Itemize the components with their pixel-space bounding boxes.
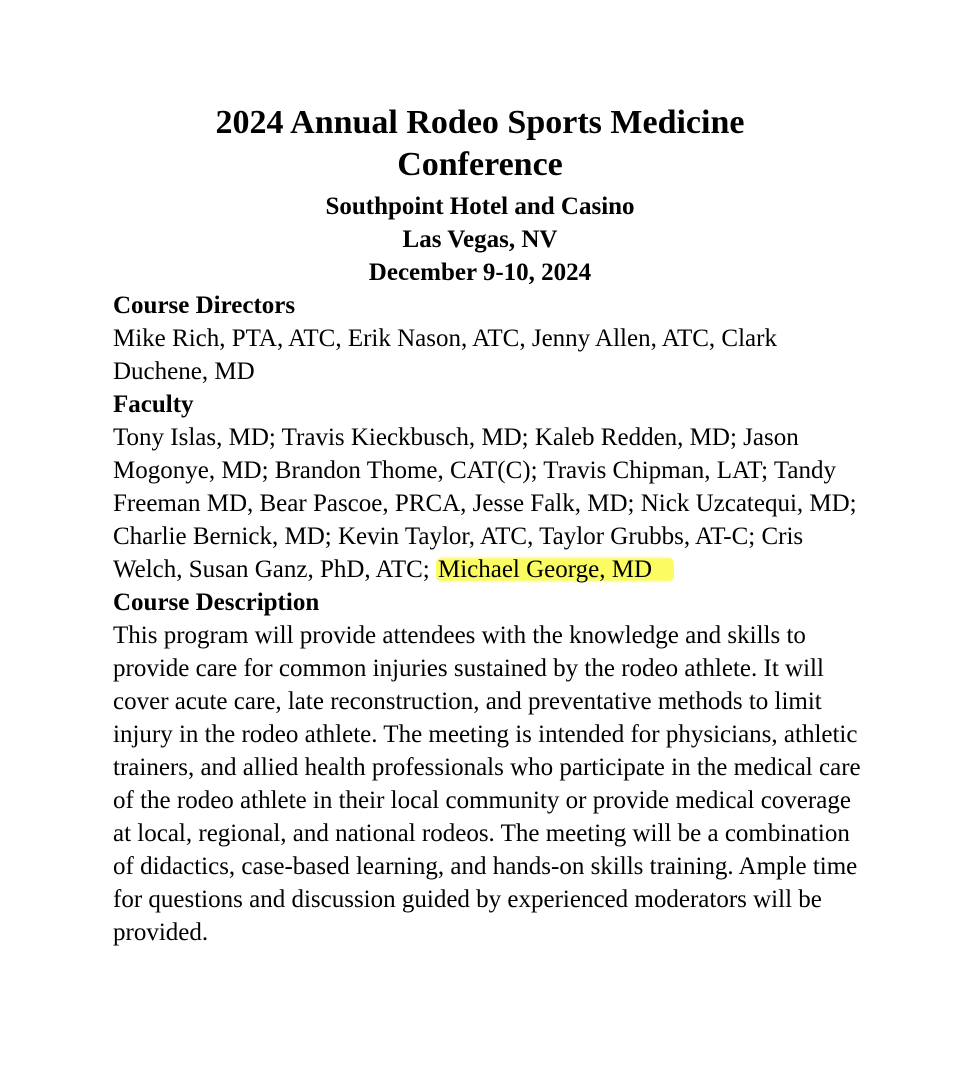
event-dates: December 9-10, 2024: [368, 259, 592, 286]
course-directors-text: Mike Rich, PTA, ATC, Erik Nason, ATC, Jenny Allen, ATC, Clark Duchene, MD: [113, 325, 777, 385]
course-description-text: This program will provide attendees with the knowledge and skills to provide care for common injuries sustained by the rodeo athlete. It will cover acute care, late reconstruction, and preventative methods to limit injury in the rodeo athlete. The meeting is intended for physicians, athletic trainers, and allied health professionals who participate in the medical care of the rodeo athlete in their local community or provide medical coverage at local, regional, and national rodeos. The meeting will be a combination of didactics, case-based learning, and hands-on skills training. Ample time for questions and discussion guided by experienced moderators will be provided.: [113, 622, 861, 946]
document-title: [120, 102, 840, 186]
title-line-1: 2024 Annual Rodeo Sports Medicine: [215, 104, 745, 141]
venue-name: Southpoint Hotel and Casino: [325, 193, 635, 220]
highlighted-faculty-name: Michael George, MD: [436, 556, 674, 583]
course-description-heading: Course Description: [113, 589, 320, 616]
document-body: [113, 289, 873, 949]
faculty-heading: Faculty: [113, 391, 194, 418]
course-directors-heading: Course Directors: [113, 292, 296, 319]
title-line-2: Conference: [397, 146, 563, 183]
faculty-list: Tony Islas, MD; Travis Kieckbusch, MD; Kaleb Redden, MD; Jason Mogonye, MD; Brandon Thome, CAT(C); Travis Chipman, LAT; Tandy Freeman MD, Bear Pascoe, PRCA, Jesse Falk, MD; Nick Uzcatequi, MD; Charlie Bernick, MD; Kevin Taylor, ATC, Taylor Grubbs, AT-C; Cris Welch, Susan Ganz, PhD, ATC;: [113, 424, 857, 583]
faculty-text: [113, 421, 873, 586]
venue-city: Las Vegas, NV: [402, 226, 558, 253]
